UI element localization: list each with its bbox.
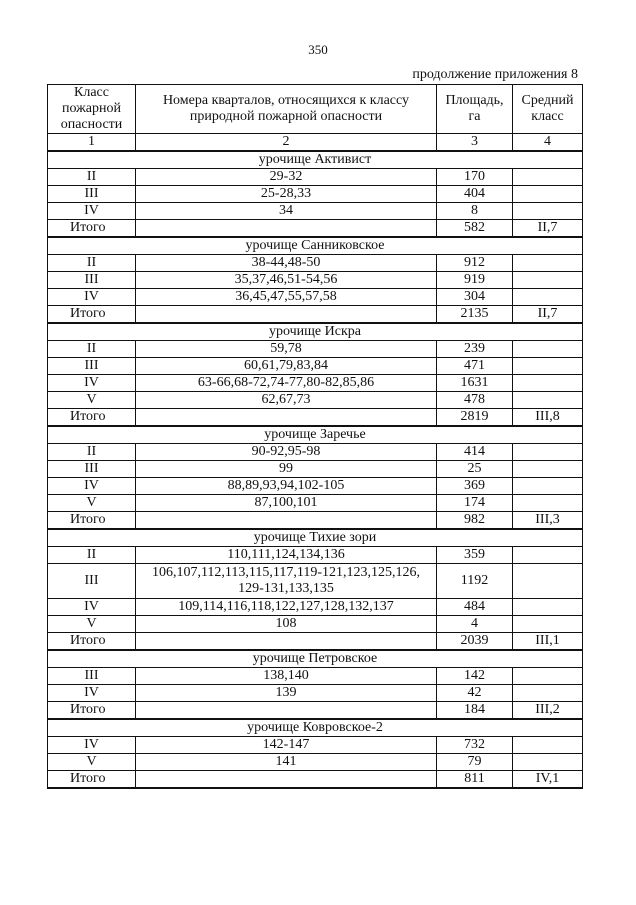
area-cell: 184 bbox=[437, 702, 513, 720]
avg-class-cell bbox=[513, 616, 583, 633]
tract-header-row bbox=[48, 237, 583, 255]
total-row bbox=[48, 512, 583, 530]
avg-class-cell bbox=[513, 255, 583, 272]
fire-class-cell: IV bbox=[48, 737, 136, 754]
quarters-cell: 60,61,79,83,84 bbox=[136, 358, 437, 375]
area-cell: 471 bbox=[437, 358, 513, 375]
table-row bbox=[48, 375, 583, 392]
fire-class-cell: Итого bbox=[48, 771, 136, 789]
area-cell: 170 bbox=[437, 169, 513, 186]
tract-header-row bbox=[48, 719, 583, 737]
fire-class-cell: Итого bbox=[48, 409, 136, 427]
quarters-cell: 109,114,116,118,122,127,128,132,137 bbox=[136, 599, 437, 616]
fire-class-cell: III bbox=[48, 564, 136, 599]
fire-class-cell: III bbox=[48, 186, 136, 203]
table-row bbox=[48, 737, 583, 754]
table-row bbox=[48, 616, 583, 633]
fire-class-cell: V bbox=[48, 495, 136, 512]
fire-class-cell: IV bbox=[48, 599, 136, 616]
fire-class-cell: Итого bbox=[48, 512, 136, 530]
area-cell: 4 bbox=[437, 616, 513, 633]
avg-class-cell bbox=[513, 495, 583, 512]
quarters-cell: 62,67,73 bbox=[136, 392, 437, 409]
header-area: Площадь, га bbox=[437, 85, 513, 134]
area-cell: 2039 bbox=[437, 633, 513, 651]
fire-class-cell: IV bbox=[48, 685, 136, 702]
quarters-cell bbox=[136, 512, 437, 530]
avg-class-cell bbox=[513, 461, 583, 478]
fire-class-cell: II bbox=[48, 169, 136, 186]
quarters-cell: 25-28,33 bbox=[136, 186, 437, 203]
tract-header-row bbox=[48, 529, 583, 547]
avg-class-cell bbox=[513, 737, 583, 754]
avg-class-cell bbox=[513, 599, 583, 616]
fire-class-cell: III bbox=[48, 358, 136, 375]
avg-class-cell bbox=[513, 272, 583, 289]
total-row bbox=[48, 633, 583, 651]
quarters-cell: 106,107,112,113,115,117,119-121,123,125,126, 129-131,133,135 bbox=[136, 564, 437, 599]
area-cell: 919 bbox=[437, 272, 513, 289]
table-row bbox=[48, 478, 583, 495]
fire-class-cell: III bbox=[48, 461, 136, 478]
table-row bbox=[48, 547, 583, 564]
avg-class-cell bbox=[513, 169, 583, 186]
area-cell: 142 bbox=[437, 668, 513, 685]
table-row bbox=[48, 685, 583, 702]
fire-class-cell: IV bbox=[48, 289, 136, 306]
area-cell: 982 bbox=[437, 512, 513, 530]
table-row bbox=[48, 255, 583, 272]
column-number: 1 bbox=[48, 134, 136, 152]
table-row bbox=[48, 186, 583, 203]
avg-class-cell bbox=[513, 668, 583, 685]
avg-class-cell: III,3 bbox=[513, 512, 583, 530]
avg-class-cell: III,2 bbox=[513, 702, 583, 720]
area-cell: 484 bbox=[437, 599, 513, 616]
area-cell: 79 bbox=[437, 754, 513, 771]
header-avg-class: Средний класс bbox=[513, 85, 583, 134]
tract-header-row bbox=[48, 650, 583, 668]
quarters-cell: 87,100,101 bbox=[136, 495, 437, 512]
quarters-cell: 59,78 bbox=[136, 341, 437, 358]
tract-name: урочище Активист bbox=[48, 151, 583, 169]
avg-class-cell bbox=[513, 375, 583, 392]
area-cell: 2819 bbox=[437, 409, 513, 427]
avg-class-cell: II,7 bbox=[513, 220, 583, 238]
quarters-cell: 108 bbox=[136, 616, 437, 633]
tract-name: урочище Искра bbox=[48, 323, 583, 341]
area-cell: 304 bbox=[437, 289, 513, 306]
area-cell: 811 bbox=[437, 771, 513, 789]
column-number: 2 bbox=[136, 134, 437, 152]
area-cell: 25 bbox=[437, 461, 513, 478]
quarters-cell: 99 bbox=[136, 461, 437, 478]
fire-class-cell: II bbox=[48, 444, 136, 461]
avg-class-cell bbox=[513, 289, 583, 306]
total-row bbox=[48, 306, 583, 324]
quarters-cell: 141 bbox=[136, 754, 437, 771]
fire-danger-table bbox=[47, 84, 583, 789]
fire-class-cell: Итого bbox=[48, 633, 136, 651]
fire-class-cell: Итого bbox=[48, 220, 136, 238]
avg-class-cell bbox=[513, 564, 583, 599]
fire-class-cell: V bbox=[48, 392, 136, 409]
avg-class-cell bbox=[513, 341, 583, 358]
avg-class-cell bbox=[513, 203, 583, 220]
avg-class-cell bbox=[513, 392, 583, 409]
area-cell: 582 bbox=[437, 220, 513, 238]
fire-class-cell: IV bbox=[48, 375, 136, 392]
column-number: 4 bbox=[513, 134, 583, 152]
avg-class-cell: II,7 bbox=[513, 306, 583, 324]
fire-class-cell: IV bbox=[48, 203, 136, 220]
tract-header-row bbox=[48, 323, 583, 341]
area-cell: 2135 bbox=[437, 306, 513, 324]
quarters-cell: 35,37,46,51-54,56 bbox=[136, 272, 437, 289]
quarters-cell: 88,89,93,94,102-105 bbox=[136, 478, 437, 495]
quarters-cell: 34 bbox=[136, 203, 437, 220]
tract-name: урочище Заречье bbox=[48, 426, 583, 444]
area-cell: 912 bbox=[437, 255, 513, 272]
quarters-cell: 63-66,68-72,74-77,80-82,85,86 bbox=[136, 375, 437, 392]
avg-class-cell bbox=[513, 358, 583, 375]
fire-class-cell: Итого bbox=[48, 306, 136, 324]
header-quarters: Номера кварталов, относящихся к классу природной пожарной опасности bbox=[136, 85, 437, 134]
tract-header-row bbox=[48, 151, 583, 169]
avg-class-cell: III,1 bbox=[513, 633, 583, 651]
total-row bbox=[48, 702, 583, 720]
column-numbers-row bbox=[48, 134, 583, 152]
fire-class-cell: III bbox=[48, 668, 136, 685]
quarters-cell bbox=[136, 702, 437, 720]
total-row bbox=[48, 409, 583, 427]
table-row bbox=[48, 444, 583, 461]
fire-class-cell: Итого bbox=[48, 702, 136, 720]
table-row bbox=[48, 272, 583, 289]
table-row bbox=[48, 358, 583, 375]
fire-class-cell: III bbox=[48, 272, 136, 289]
area-cell: 8 bbox=[437, 203, 513, 220]
quarters-cell bbox=[136, 771, 437, 789]
table-row bbox=[48, 668, 583, 685]
fire-class-cell: II bbox=[48, 255, 136, 272]
tract-name: урочище Санниковское bbox=[48, 237, 583, 255]
continuation-label: продолжение приложения 8 bbox=[412, 67, 578, 82]
table-row bbox=[48, 203, 583, 220]
table-row bbox=[48, 289, 583, 306]
fire-class-cell: V bbox=[48, 754, 136, 771]
area-cell: 1192 bbox=[437, 564, 513, 599]
column-number: 3 bbox=[437, 134, 513, 152]
fire-class-cell: V bbox=[48, 616, 136, 633]
table-row bbox=[48, 564, 583, 599]
avg-class-cell bbox=[513, 444, 583, 461]
quarters-cell: 138,140 bbox=[136, 668, 437, 685]
avg-class-cell bbox=[513, 685, 583, 702]
avg-class-cell: IV,1 bbox=[513, 771, 583, 789]
area-cell: 1631 bbox=[437, 375, 513, 392]
quarters-cell bbox=[136, 633, 437, 651]
area-cell: 732 bbox=[437, 737, 513, 754]
area-cell: 359 bbox=[437, 547, 513, 564]
quarters-cell: 110,111,124,134,136 bbox=[136, 547, 437, 564]
fire-class-cell: II bbox=[48, 547, 136, 564]
table-row bbox=[48, 461, 583, 478]
fire-class-cell: IV bbox=[48, 478, 136, 495]
fire-class-cell: II bbox=[48, 341, 136, 358]
total-row bbox=[48, 771, 583, 789]
table-row bbox=[48, 392, 583, 409]
header-fire-class: Класс пожарной опасности bbox=[48, 85, 136, 134]
tract-name: урочище Ковровское-2 bbox=[48, 719, 583, 737]
quarters-cell: 139 bbox=[136, 685, 437, 702]
area-cell: 404 bbox=[437, 186, 513, 203]
table-body bbox=[48, 151, 583, 788]
quarters-cell bbox=[136, 409, 437, 427]
table-row bbox=[48, 599, 583, 616]
area-cell: 478 bbox=[437, 392, 513, 409]
avg-class-cell bbox=[513, 754, 583, 771]
area-cell: 239 bbox=[437, 341, 513, 358]
table-row bbox=[48, 495, 583, 512]
quarters-cell: 90-92,95-98 bbox=[136, 444, 437, 461]
avg-class-cell bbox=[513, 547, 583, 564]
tract-name: урочище Тихие зори bbox=[48, 529, 583, 547]
page-number: 350 bbox=[308, 42, 328, 57]
area-cell: 369 bbox=[437, 478, 513, 495]
avg-class-cell bbox=[513, 186, 583, 203]
total-row bbox=[48, 220, 583, 238]
table-row bbox=[48, 754, 583, 771]
area-cell: 414 bbox=[437, 444, 513, 461]
area-cell: 42 bbox=[437, 685, 513, 702]
quarters-cell: 38-44,48-50 bbox=[136, 255, 437, 272]
tract-name: урочище Петровское bbox=[48, 650, 583, 668]
quarters-cell bbox=[136, 220, 437, 238]
area-cell: 174 bbox=[437, 495, 513, 512]
header-row bbox=[48, 85, 583, 134]
quarters-cell bbox=[136, 306, 437, 324]
tract-header-row bbox=[48, 426, 583, 444]
quarters-cell: 142-147 bbox=[136, 737, 437, 754]
table-row bbox=[48, 341, 583, 358]
avg-class-cell: III,8 bbox=[513, 409, 583, 427]
table-row bbox=[48, 169, 583, 186]
quarters-cell: 29-32 bbox=[136, 169, 437, 186]
avg-class-cell bbox=[513, 478, 583, 495]
quarters-cell: 36,45,47,55,57,58 bbox=[136, 289, 437, 306]
